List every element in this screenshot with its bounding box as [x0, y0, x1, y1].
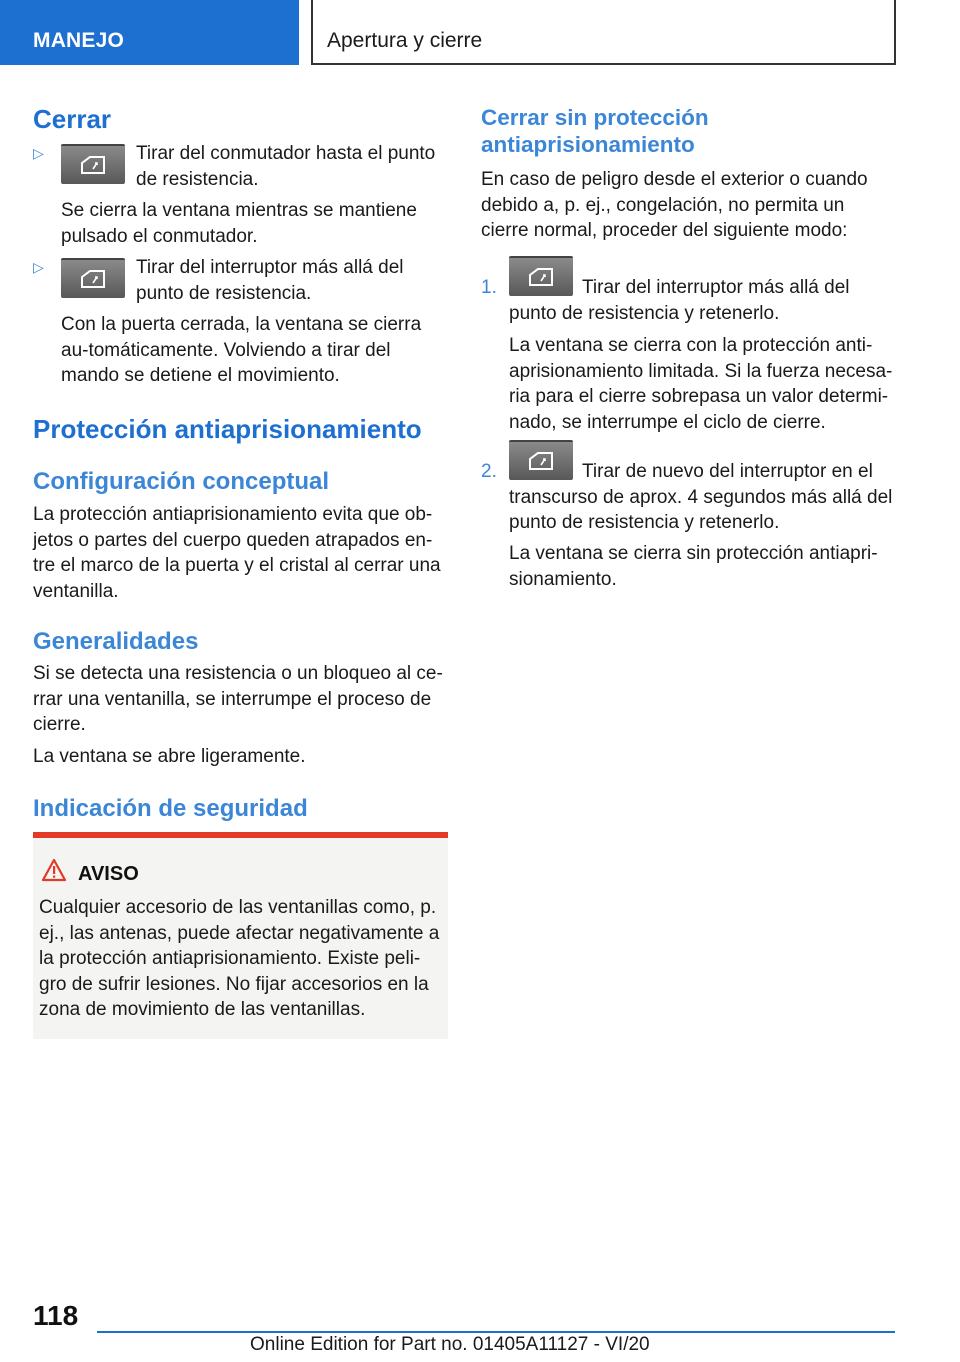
step2-text: Tirar del interruptor más allá del punto de resistencia.	[136, 257, 404, 304]
window-switch-icon	[61, 258, 125, 298]
generalidades-text-2: La ventana se abre ligeramente.	[33, 746, 306, 767]
warning-title: AVISO	[78, 863, 139, 885]
heading-configuracion: Configuración conceptual	[33, 468, 330, 495]
step2-number: 2.	[481, 461, 497, 482]
step1-text: Tirar del conmutador hasta el punto de resistencia.	[136, 143, 436, 190]
step2-note: Con la puerta cerrada, la ventana se cierra au-tomáticamente. Volviendo a tirar del mando se detiene el movimiento.	[61, 314, 422, 386]
chapter-title: Apertura y cierre	[327, 29, 483, 52]
heading-cerrar-sin-proteccion: Cerrar sin protección antiaprisionamiento	[481, 105, 709, 157]
step2-text-right: Tirar de nuevo del interruptor en el transcurso de aprox. 4 segundos más allá del punto de resistencia y retenerlo.	[509, 461, 893, 533]
step-triangle-icon: ▷	[33, 259, 44, 275]
step1-note-right: La ventana se cierra con la protección anti-aprisionamiento limitada. Si la fuerza necesa-ria para el cierre sobrepasa un valor determi-nado, se interrumpe el ciclo de cierre.	[509, 335, 893, 433]
section-tab	[0, 0, 299, 65]
section-label: MANEJO	[33, 29, 125, 52]
chapter-header	[311, 0, 896, 65]
generalidades-text-1: Si se detecta una resistencia o un bloqueo al ce-rrar una ventanilla, se interrumpe el proceso de cierre.	[33, 663, 443, 735]
page-number: 118	[33, 1300, 79, 1331]
heading-cerrar: Cerrar	[33, 104, 112, 134]
heading-proteccion: Protección antiaprisionamiento	[33, 414, 422, 444]
intro-text: En caso de peligro desde el exterior o cuando debido a, p. ej., congelación, no permita un cierre normal, proceder del siguiente modo:	[481, 169, 868, 241]
warning-text: Cualquier accesorio de las ventanillas como, p. ej., las antenas, puede afectar negativamente a la protección antiaprisionamiento. Existe peli-gro de sufrir lesiones. No fijar accesorios en la zona de movimiento de las ventanillas.	[39, 897, 440, 1020]
window-switch-icon	[61, 144, 125, 184]
step-triangle-icon: ▷	[33, 145, 44, 161]
heading-generalidades: Generalidades	[33, 628, 199, 655]
step1-number: 1.	[481, 277, 497, 298]
step1-note: Se cierra la ventana mientras se mantiene pulsado el conmutador.	[61, 200, 417, 247]
concepto-text: La protección antiaprisionamiento evita que ob-jetos o partes del cuerpo queden atrapados en-tre el marco de la puerta y el cristal al cerrar una ventanilla.	[33, 504, 441, 602]
footer-edition: Online Edition for Part no. 01405A11127 - VI/20	[250, 1334, 650, 1355]
warning-triangle-icon	[41, 858, 67, 887]
footer-divider	[97, 1331, 895, 1333]
step1-text-right: Tirar del interruptor más allá del punto de resistencia y retenerlo.	[509, 277, 850, 324]
step2-note-right: La ventana se cierra sin protección antiapri-sionamiento.	[509, 543, 878, 590]
heading-seguridad: Indicación de seguridad	[33, 795, 308, 822]
